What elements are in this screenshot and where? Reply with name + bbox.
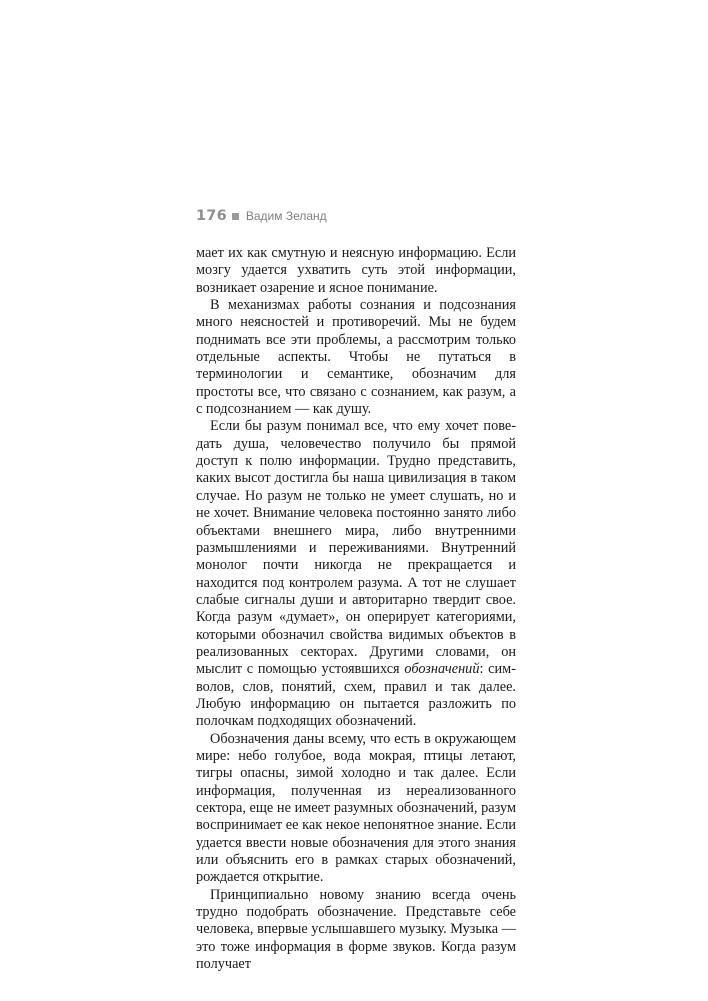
paragraph (196, 887, 516, 974)
paragraph (196, 418, 516, 730)
paragraph (196, 731, 516, 887)
running-head-author: Вадим Зеланд (245, 209, 327, 223)
paragraph-text: Если бы разум понимал все, что ему хочет поведать душа, человечество получило бы прямой доступ к полю информации. Трудно представить, каких высот достигла бы наша цивилизация в таком случае. Но разум не только не умеет слушать, но и не хочет. Внимание человека постоянно занято либо объектами внешнего мира, либо внутренними размышлениями и переживаниями. Внутренний монолог почти никогда не прекращается и находится под контролем разума. А тот не слушает слабые сигналы души и авторитарно твердит свое. Когда разум «думает», он оперирует категориями, которыми обозначил свойства видимых объектов в реализованных секторах. Другими словами, он мыслит с помощью устоявшихся (196, 418, 516, 678)
page-number: 176 (196, 208, 227, 224)
body-text (196, 245, 516, 973)
running-head (196, 207, 327, 225)
paragraph-text: Принципиально новому знанию всегда очень трудно подобрать обозначение. Представьте себе человека, впервые услышавшего музыку. Музыка — это тоже информация в форме звуков. Когда разум получает (196, 886, 516, 973)
paragraph-text: мает их как смутную и неясную информацию. Если мозгу удается ухватить суть этой информации, возникает озарение и ясное понимание. (196, 245, 516, 296)
emphasized-text: обозначений (404, 661, 480, 678)
paragraph-text: Обозначения даны всему, что есть в окружающем мире: небо голубое, вода мокрая, птицы летают, тигры опасны, зимой холодно и так далее. Если информация, полученная из нереализованного сектора, еще не имеет разумных обозначений, разум воспринимает ее как некое непонятное знание. Если удается ввести новые обозначения для этого знания или объяснить его в рамках старых обозначений, рождается открытие. (196, 730, 516, 886)
paragraph-text: : символов, слов, понятий, схем, правил и так далее. Любую информацию он пытается разложить по полочкам подходящих обозначений. (196, 661, 516, 730)
paragraph (196, 245, 516, 297)
paragraph-text: В механизмах работы сознания и подсознания много неясностей и противоречий. Мы не будем поднимать все эти проблемы, а рассмотрим только отдельные аспекты. Чтобы не путаться в терминологии и семантике, обозначим для простоты все, что связано с сознанием, как разум, а с подсознанием — как душу. (196, 297, 516, 418)
square-bullet-icon (232, 213, 239, 220)
paragraph (196, 297, 516, 418)
